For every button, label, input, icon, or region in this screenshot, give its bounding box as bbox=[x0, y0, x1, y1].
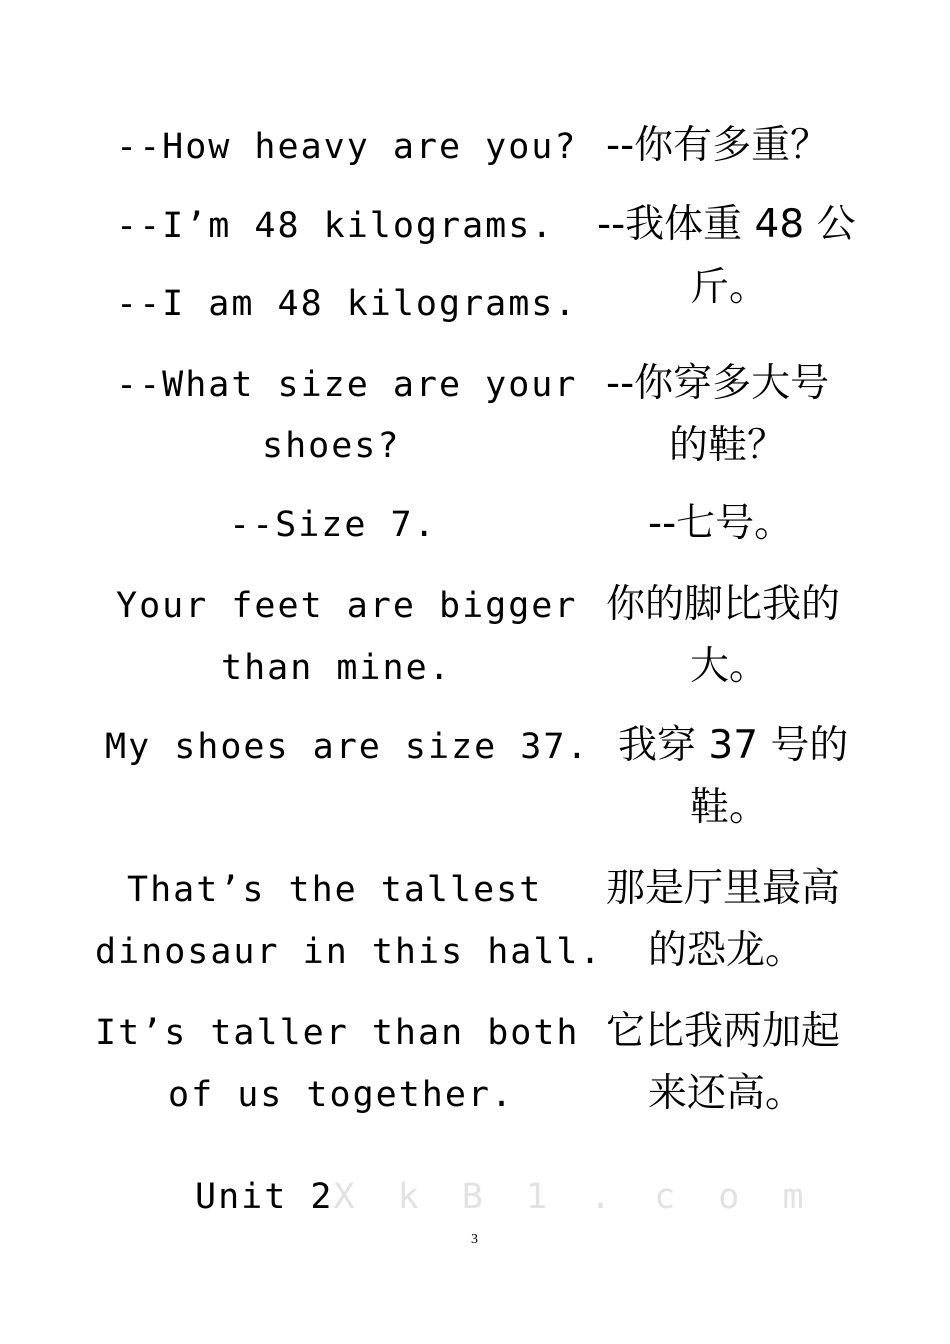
chinese-line: 那是厅里最高 bbox=[606, 866, 841, 911]
english-line: than mine. bbox=[221, 648, 452, 688]
english-line: of us together. bbox=[168, 1075, 515, 1115]
english-line: My shoes are size 37. bbox=[105, 727, 590, 767]
english-line: That’s the tallest bbox=[127, 870, 543, 910]
chinese-line: 它比我两加起 bbox=[606, 1009, 841, 1054]
unit-label: Unit 2 bbox=[195, 1177, 334, 1217]
chinese-line: 你的脚比我的 bbox=[606, 582, 841, 627]
english-line: Your feet are bigger bbox=[116, 586, 578, 626]
english-line: --I’m 48 kilograms. bbox=[116, 206, 555, 246]
chinese-line: 斤。 bbox=[690, 265, 769, 310]
english-line: shoes? bbox=[262, 426, 401, 466]
unit-heading bbox=[195, 1177, 815, 1217]
chinese-line: 的恐龙。 bbox=[648, 928, 805, 973]
chinese-line: 来还高。 bbox=[648, 1071, 805, 1116]
english-line: --What size are your bbox=[116, 365, 578, 405]
chinese-line: --你有多重？ bbox=[606, 123, 830, 168]
english-line: --Size 7. bbox=[229, 505, 437, 545]
english-line: dinosaur in this hall. bbox=[95, 932, 603, 972]
english-line: --How heavy are you? bbox=[116, 127, 578, 167]
chinese-line: --七号。 bbox=[648, 501, 794, 546]
chinese-line: 的鞋？ bbox=[669, 423, 787, 468]
chinese-line: 大。 bbox=[690, 644, 769, 689]
watermark: X k B 1 . c o m bbox=[333, 1177, 815, 1217]
chinese-line: --我体重 48 公 bbox=[597, 202, 856, 247]
english-line: --I am 48 kilograms. bbox=[116, 284, 578, 324]
chinese-line: --你穿多大号 bbox=[606, 361, 830, 406]
chinese-line: 鞋。 bbox=[690, 785, 769, 830]
page-number: 3 bbox=[471, 1232, 478, 1247]
chinese-line: 我穿 37 号的 bbox=[618, 723, 849, 768]
english-line: It’s taller than both bbox=[95, 1013, 580, 1053]
